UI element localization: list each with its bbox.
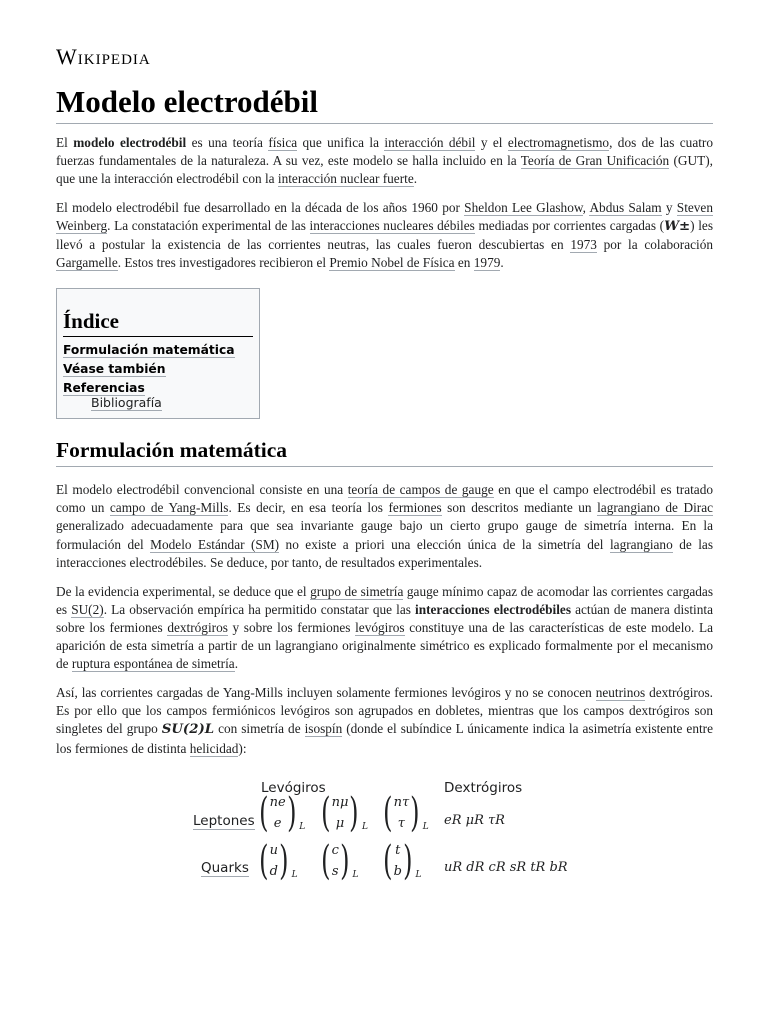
toc-item-referencias[interactable]: Referencias	[63, 381, 145, 396]
lepton-singlets: eR μR τR	[444, 812, 505, 828]
doublet-matrix	[318, 837, 359, 884]
article-link[interactable]: física	[268, 134, 298, 150]
section-paragraph-2: De la evidencia experimental, se deduce que el grupo de simetría gauge mínimo capaz de acomodar las corrientes cargadas es SU(2). La observación empírica ha permitido constatar que las interacciones electrodébiles actúan de manera distinta sobre los fermiones dextrógiros y sobre los fermiones levógiros constituye una de las características de este modelo. La aparición de esta simetría a partir de un lagrangiano originalmente simétrico es explicado formalmente por el mecanismo de ruptura espontánea de simetría.	[56, 583, 714, 672]
article-link[interactable]: helicidad	[189, 740, 239, 756]
toc-item-vease-tambien[interactable]: Véase también	[63, 362, 166, 377]
bold-term: interacciones electrodébiles	[415, 601, 572, 617]
article-page	[56, 44, 713, 900]
bold-term: modelo electrodébil	[73, 134, 187, 150]
article-link[interactable]: grupo de simetría	[310, 583, 404, 599]
doublet-entries	[332, 840, 339, 882]
doublet-entry: s	[331, 863, 339, 879]
toc-subitem-bibliografia[interactable]: Bibliografía	[91, 395, 162, 411]
doublet-entries	[270, 840, 278, 882]
right-paren: )	[279, 837, 289, 884]
article-link[interactable]: Sheldon Lee Glashow	[464, 199, 583, 215]
article-link[interactable]: levógiros	[355, 619, 405, 635]
doublet-entry: nτ	[393, 794, 410, 810]
column-header-levogiros: Levógiros	[261, 779, 326, 796]
doublet-entry: c	[331, 842, 339, 858]
article-link[interactable]: Premio Nobel de Física	[329, 255, 455, 271]
article-link[interactable]: 1979	[473, 255, 501, 271]
doublet-entry: ne	[269, 794, 286, 810]
doublet-entry: τ	[397, 815, 405, 831]
row-label-leptones[interactable]: Leptones	[193, 812, 255, 829]
row-label-quarks[interactable]: Quarks	[201, 859, 249, 876]
subscript-l: L	[362, 821, 369, 832]
article-link[interactable]: Abdus Salam	[589, 199, 662, 215]
table-of-contents	[56, 288, 260, 419]
wikipedia-logo[interactable]: Wikipedia	[56, 44, 151, 69]
section-paragraph-3: Así, las corrientes cargadas de Yang-Mills incluyen solamente fermiones levógiros y no se conocen neutrinos dextrógiros. Es por ello que los campos fermiónicos levógiros son agrupados en dobletes, mientras que los campos dextrógiros son singletes del grupo SU(2)L con simetría de isospín (donde el subíndice L únicamente indica la asimetría existente entre los fermiones de distinta helicidad):	[56, 685, 714, 756]
section-heading: Formulación matemática	[56, 438, 713, 467]
right-paren: )	[340, 837, 350, 884]
fermion-table	[56, 780, 713, 900]
right-paren: )	[403, 837, 413, 884]
right-paren: )	[410, 789, 420, 836]
quark-singlets: uR dR cR sR tR bR	[444, 859, 568, 875]
article-link[interactable]: lagrangiano	[609, 536, 673, 552]
left-paren: (	[383, 789, 393, 836]
article-link[interactable]: dextrógiros	[167, 619, 228, 635]
toc-title: Índice	[63, 299, 253, 337]
subscript-l: L	[422, 821, 429, 832]
doublet-entries	[394, 792, 410, 834]
article-link[interactable]: ruptura espontánea de simetría	[71, 656, 235, 672]
doublet-entry: u	[269, 842, 278, 858]
doublet-matrix	[380, 837, 422, 884]
article-link[interactable]: fermiones	[388, 500, 442, 516]
doublet-matrix	[380, 789, 429, 836]
toc-item-formulacion[interactable]: Formulación matemática	[63, 343, 235, 358]
doublet-entry: e	[273, 815, 282, 831]
doublet-matrix	[318, 789, 369, 836]
right-paren: )	[286, 789, 297, 836]
doublet-entry: nμ	[331, 794, 349, 810]
article-link[interactable]: teoría de campos de gauge	[347, 482, 494, 498]
intro-paragraph-1: El modelo electrodébil es una teoría física que unifica la interacción débil y el electromagnetismo, dos de las cuatro fuerzas fundamentales de la naturaleza. A su vez, este modelo se halla incluido en la Teoría de Gran Unificación (GUT), que une la interacción electrodébil con la interacción nuclear fuerte.	[56, 134, 713, 186]
right-paren: )	[349, 789, 359, 836]
doublet-entries	[332, 792, 349, 834]
left-paren: (	[321, 837, 331, 884]
article-link[interactable]: Gargamelle	[56, 255, 118, 271]
article-link[interactable]: 1973	[570, 237, 597, 253]
column-header-dextrogiros: Dextrógiros	[444, 779, 523, 796]
article-link[interactable]: isospín	[304, 721, 343, 737]
section-paragraph-1: El modelo electrodébil convencional consiste en una teoría de campos de gauge en que el campo electrodébil es tratado como un campo de Yang-Mills. Es decir, en esa teoría los fermiones son descritos mediante un lagrangiano de Dirac generalizado adecuadamente para que sea invariante gauge bajo un cierto grupo gauge de simetría interna. En la formulación del Modelo Estándar (SM) no existe a priori una elección única de la simetría del lagrangiano de las interacciones electrodébiles. Se deduce, por tanto, de resultados experimentales.	[56, 482, 713, 570]
article-link[interactable]: interacción nuclear fuerte	[277, 170, 414, 186]
doublet-entry: d	[269, 863, 278, 879]
article-link[interactable]: campo de Yang-Mills	[109, 500, 229, 516]
math-symbol: W±	[664, 219, 691, 235]
left-paren: (	[321, 789, 331, 836]
article-link[interactable]: interacciones nucleares débiles	[309, 218, 475, 234]
article-link[interactable]: Teoría de Gran Unificación	[520, 152, 670, 168]
article-link[interactable]: lagrangiano de Dirac	[597, 500, 713, 516]
doublet-entry: μ	[335, 815, 345, 831]
article-link[interactable]: Steven Weinberg	[56, 199, 713, 234]
subscript-l: L	[299, 821, 306, 832]
doublet-entries	[270, 792, 286, 834]
left-paren: (	[383, 837, 393, 884]
left-paren: (	[259, 837, 269, 884]
article-link[interactable]: neutrinos	[595, 685, 646, 701]
left-paren: (	[259, 789, 269, 836]
doublet-matrix	[256, 789, 306, 836]
article-link[interactable]: Modelo Estándar (SM)	[150, 536, 280, 552]
doublet-entries	[394, 840, 402, 882]
intro-paragraph-2: El modelo electrodébil fue desarrollado en la década de los años 1960 por Sheldon Lee Glashow, Abdus Salam y Steven Weinberg. La constatación experimental de las interacciones nucleares débiles mediadas por corrientes cargadas (W±) les llevó a postular la existencia de las corrientes neutras, las cuales fueron descubiertas en 1973 por la colaboración Gargamelle. Estos tres investigadores recibieron el Premio Nobel de Física en 1979.	[56, 199, 713, 271]
article-link[interactable]: SU(2)	[71, 601, 104, 617]
page-title: Modelo electrodébil	[56, 84, 713, 124]
subscript-l: L	[352, 869, 359, 880]
doublet-entry: b	[393, 863, 402, 879]
section-formulacion	[56, 438, 713, 899]
doublet-entry: t	[395, 842, 401, 858]
subscript-l: L	[415, 869, 422, 880]
article-link[interactable]: electromagnetismo	[507, 134, 610, 150]
article-link[interactable]: interacción débil	[384, 134, 476, 150]
doublet-matrix	[256, 837, 298, 884]
math-symbol: SU(2)L	[161, 722, 215, 738]
subscript-l: L	[291, 869, 298, 880]
